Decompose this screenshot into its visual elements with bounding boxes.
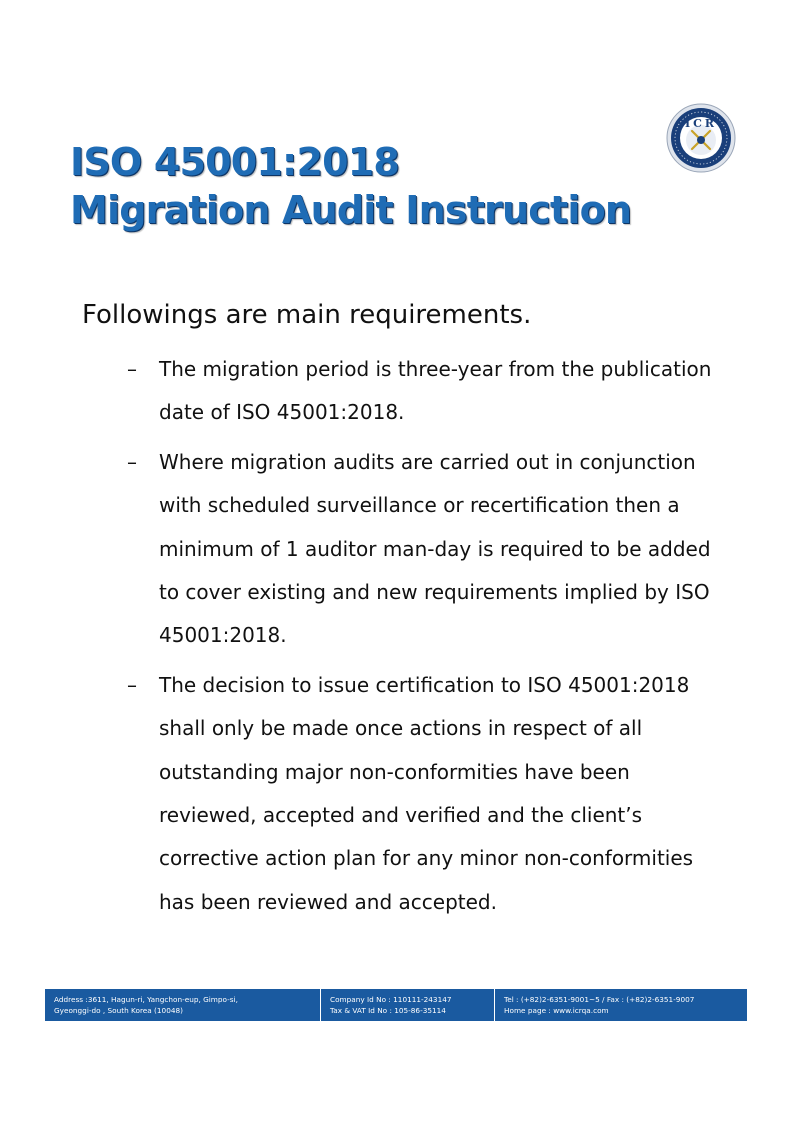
intro-text: Followings are main requirements.: [82, 300, 532, 330]
bullet-dash: –: [127, 357, 137, 381]
phone-fax: Tel : (+82)2-6351-9001~5 / Fax : (+82)2-6351-9007: [504, 995, 695, 1004]
page-title: [70, 138, 631, 234]
footer-address: [45, 989, 321, 1021]
requirement-text: The decision to issue certification to ISO 45001:2018 shall only be made once actions in respect of all outstanding major non-conformities have been reviewed, accepted and verified and the client’s corrective action plan for any minor non-conformities has been reviewed and accepted.: [159, 672, 694, 914]
bullet-dash: –: [127, 672, 137, 697]
requirements-list: [127, 348, 717, 930]
bullet-dash: –: [127, 449, 137, 474]
address-line-2: Gyeonggi-do , South Korea (10048): [54, 1006, 183, 1015]
svg-text:ICR: ICR: [684, 117, 718, 130]
requirement-item: [127, 664, 717, 924]
tax-id: Tax & VAT Id No : 105-86-35114: [330, 1006, 446, 1015]
company-id: Company Id No : 110111-243147: [330, 995, 452, 1004]
footer-company-ids: [321, 989, 495, 1021]
requirement-text: Where migration audits are carried out in conjunction with scheduled surveillance or recertification then a minimum of 1 auditor man-day is required to be added to cover existing and new requirements implied by ISO 45001:2018.: [159, 449, 711, 648]
address-line-1: Address :3611, Hagun-ri, Yangchon-eup, Gimpo-si,: [54, 995, 238, 1004]
requirement-text: The migration period is three-year from the publication date of ISO 45001:2018.: [159, 357, 712, 425]
footer-contact: [495, 989, 747, 1021]
requirement-item: [127, 441, 717, 658]
requirement-item: [127, 348, 717, 435]
icr-logo-icon: [666, 103, 736, 173]
title-line-1: ISO 45001:2018: [70, 140, 400, 184]
title-line-2: Migration Audit Instruction: [70, 188, 632, 232]
footer-bar: [45, 989, 747, 1021]
homepage-link[interactable]: Home page : www.icrqa.com: [504, 1006, 609, 1015]
